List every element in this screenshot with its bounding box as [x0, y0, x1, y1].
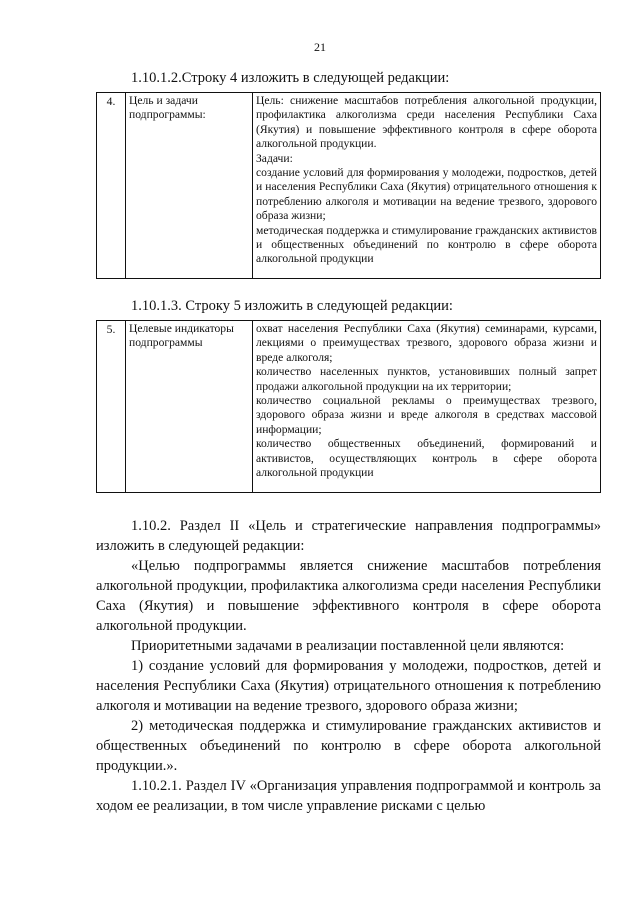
row-number-cell: 4. [97, 93, 126, 279]
row-name-cell: Цель и задачи подпрограммы: [126, 93, 253, 279]
indicator-text: количество общественных объединений, формирований и активистов, осуществляющих контроль в сфере оборота алкогольной продукции [256, 437, 597, 480]
row-name-cell: Целевые индикаторы подпрограммы [126, 321, 253, 493]
row-content-cell [253, 321, 601, 493]
paragraph: Приоритетными задачами в реализации поставленной цели являются: [131, 638, 565, 654]
indicator-text: количество населенных пунктов, установивших полный запрет продажи алкогольной продукции на их территории; [256, 365, 597, 393]
paragraph: 1.10.2. Раздел II «Цель и стратегические направления подпрограммы» изложить в следующей редакции: [96, 518, 601, 554]
paragraph: «Целью подпрограммы является снижение масштабов потребления алкогольной продукции, профилактика алкоголизма среди населения Республики Саха (Якутия) и повышение эффективного контроля в сфере оборота алкогольной продукции. [96, 558, 601, 634]
goal-text: Цель: снижение масштабов потребления алкогольной продукции, профилактика алкоголизма среди населения Республики Саха (Якутия) и повышение эффективного контроля в сфере оборота алкогольной продукции. [256, 94, 597, 151]
section-heading-row-4: 1.10.1.2.Строку 4 изложить в следующей редакции: [131, 70, 450, 86]
body-text [96, 516, 601, 816]
tasks-label: Задачи: [256, 151, 293, 165]
paragraph: 2) методическая поддержка и стимулирование гражданских активистов и общественных объединений по контролю в сфере оборота алкогольной продукции.». [96, 718, 601, 774]
indicator-text: охват населения Республики Саха (Якутия) семинарами, курсами, лекциями о преимуществах трезвого, здорового образа жизни и вреде алкоголя; [256, 322, 597, 364]
indicator-text: количество социальной рекламы о преимуществах трезвого, здорового образа жизни и вреде алкоголя в средствах массовой информации; [256, 394, 597, 436]
table-row [97, 93, 601, 279]
row-number-cell: 5. [97, 321, 126, 493]
paragraph: 1) создание условий для формирования у молодежи, подростков, детей и населения Республики Саха (Якутия) отрицательного отношения к потреблению алкоголя и мотивации на ведение трезвого, здорового образа жизни; [96, 658, 601, 714]
program-table-row-5 [96, 320, 601, 493]
row-content-cell [253, 93, 601, 279]
paragraph: 1.10.2.1. Раздел IV «Организация управления подпрограммой и контроль за ходом ее реализации, в том числе управление рисками с целью [96, 778, 601, 814]
page-number: 21 [314, 40, 326, 54]
section-heading-row-5: 1.10.1.3. Строку 5 изложить в следующей редакции: [131, 298, 453, 314]
task-text: создание условий для формирования у молодежи, подростков, детей и населения Республики Саха (Якутия) отрицательного отношения к потреблению алкоголя и мотивации на ведение трезвого, здорового образа жизни; [256, 166, 597, 223]
program-table-row-4 [96, 92, 601, 279]
table-row [97, 321, 601, 493]
task-text: методическая поддержка и стимулирование гражданских активистов и общественных объединений по контролю в сфере оборота алкогольной продукции [256, 223, 597, 266]
